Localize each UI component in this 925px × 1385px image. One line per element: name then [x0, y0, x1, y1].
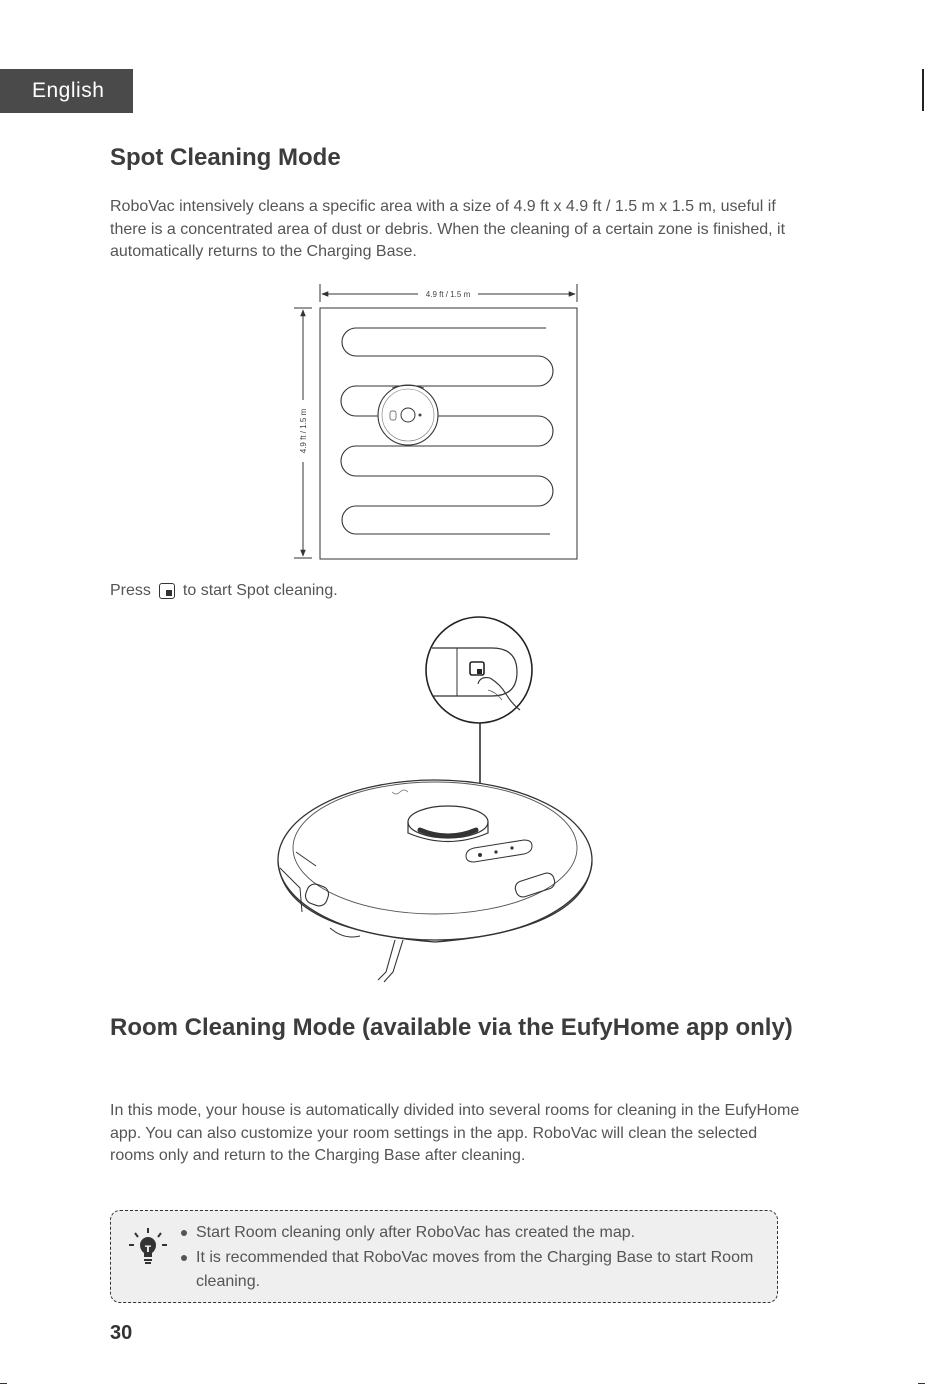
spot-cleaning-description: RoboVac intensively cleans a specific area with a size of 4.9 ft x 4.9 ft / 1.5 m x 1.5 m, useful if there is a concentrated area of dust or debris. When the cleaning of a certain zone is finished, it automatically returns to the Charging Base.	[110, 198, 786, 260]
tip-list	[181, 1221, 761, 1295]
dimension-horizontal-label: 4.9 ft / 1.5 m	[425, 290, 471, 299]
crop-mark	[918, 1383, 925, 1384]
press-before-text: Press	[110, 582, 151, 599]
svg-text:T: T	[144, 1245, 152, 1255]
language-tab: English	[0, 69, 133, 113]
press-after-text: to start Spot cleaning.	[182, 582, 338, 599]
tip-item: It is recommended that RoboVac moves from the Charging Base to start Room cleaning.	[181, 1246, 761, 1295]
crop-mark	[0, 1383, 7, 1384]
page-edge-mark	[922, 69, 924, 111]
tip-item: Start Room cleaning only after RoboVac has created the map.	[181, 1221, 761, 1246]
dimension-vertical-label: 4.9 ft / 1.5 m	[299, 408, 308, 454]
spot-cleaning-title: Spot Cleaning Mode	[110, 144, 341, 171]
tip-box	[110, 1210, 778, 1303]
page-number: 30	[110, 1322, 133, 1344]
room-cleaning-description: In this mode, your house is automatically divided into several rooms for cleaning in the EufyHome app. You can also customize your room settings in the app. RoboVac will clean the selected rooms only and return to the Charging Base after cleaning.	[110, 1102, 800, 1164]
lightbulb-tip-icon	[127, 1227, 169, 1269]
press-instruction	[110, 580, 338, 603]
room-cleaning-title: Room Cleaning Mode (available via the EufyHome app only)	[110, 1014, 793, 1041]
spot-cleaning-button-icon	[159, 583, 175, 599]
